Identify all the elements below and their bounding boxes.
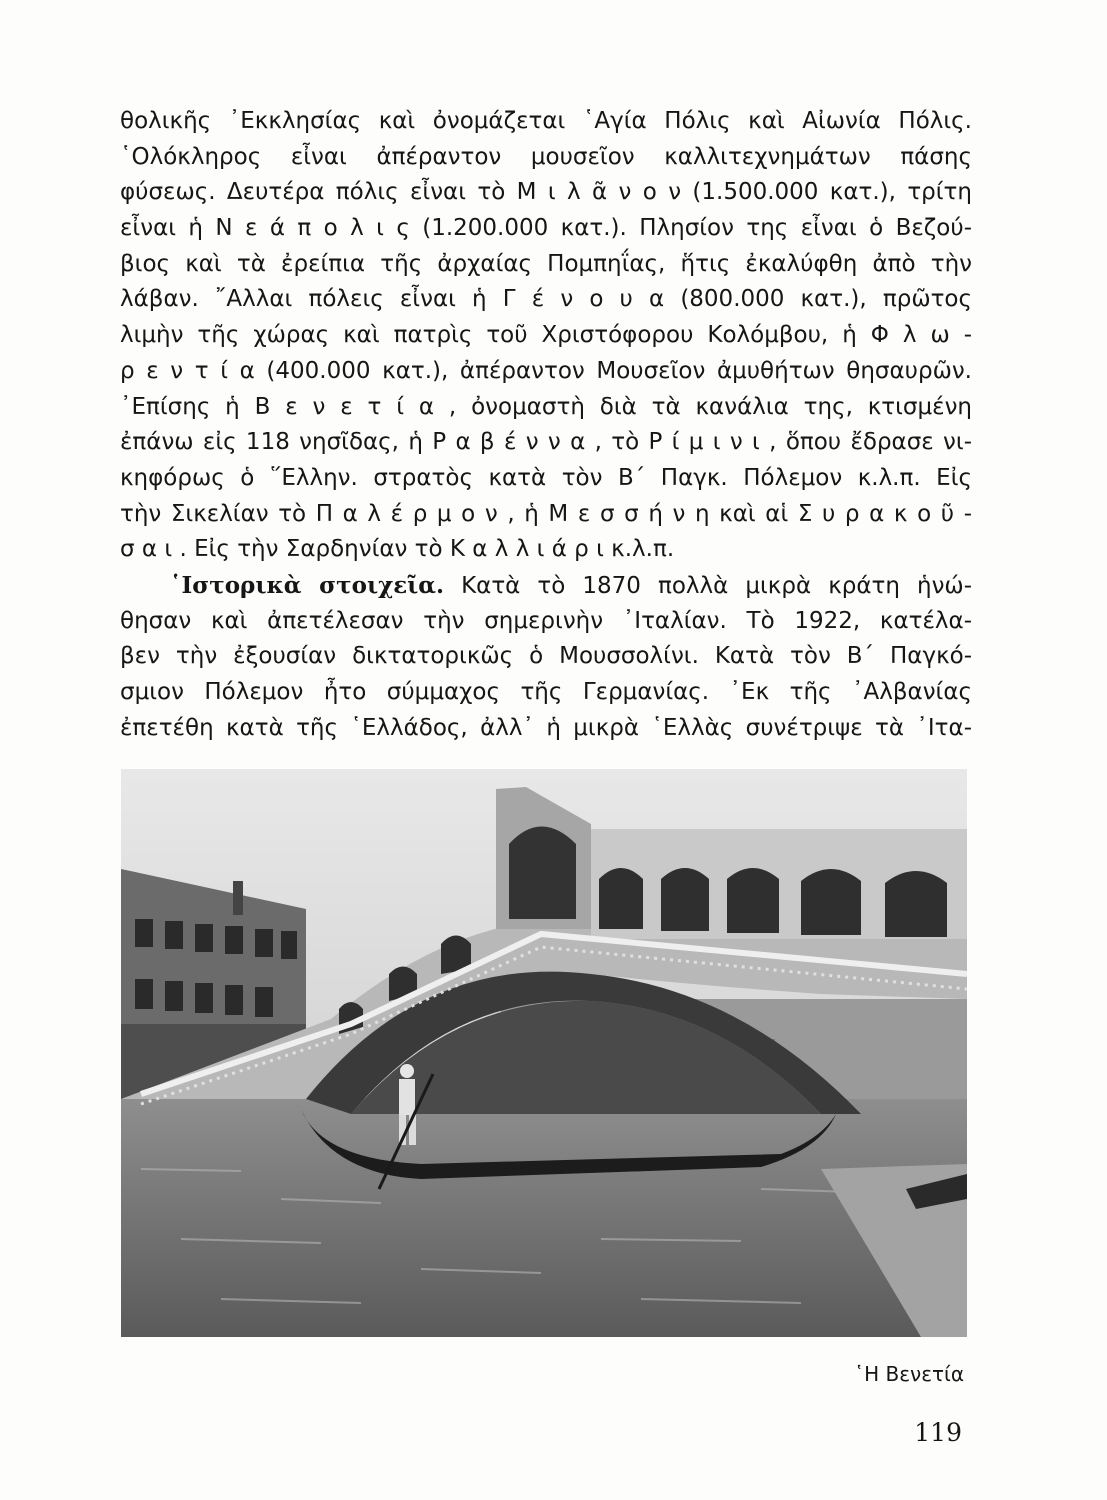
photo-caption: ῾Η Βενετία bbox=[854, 1362, 964, 1386]
body-text bbox=[120, 104, 972, 746]
text-line: βεν τὴν ἐξουσίαν δικτατορικῶς ὁ Μουσσολίνι. Κατὰ τὸν Β΄ Παγκό- bbox=[120, 643, 972, 670]
text-line: κηφόρως ὁ ῞Ελλην. στρατὸς κατὰ τὸν Β΄ Παγκ. Πόλεμον κ.λ.π. Εἰς bbox=[120, 464, 972, 491]
text-line: λιμὴν τῆς χώρας καὶ πατρὶς τοῦ Χριστόφορου Κολόμβου, ἡ Φ λ ω - bbox=[120, 322, 972, 349]
page-number: 119 bbox=[914, 1418, 962, 1447]
text-line: βιος καὶ τὰ ἐρείπια τῆς ἀρχαίας Πομπηΐας, ἥτις ἐκαλύφθη ἀπὸ τὴν bbox=[120, 250, 972, 277]
text-line: ᾿Επίσης ἡ Β ε ν ε τ ί α , ὀνομαστὴ διὰ τὰ κανάλια της, κτισμένη bbox=[120, 393, 972, 420]
text-line: σ α ι . Εἰς τὴν Σαρδηνίαν τὸ Κ α λ λ ι ά ρ ι κ.λ.π. bbox=[120, 536, 675, 563]
text-line: τὴν Σικελίαν τὸ Π α λ έ ρ μ ο ν , ἡ Μ ε σ σ ή ν η καὶ αἱ Σ υ ρ α κ ο ῦ - bbox=[120, 500, 972, 527]
text-line: λάβαν. ῎Αλλαι πόλεις εἶναι ἡ Γ έ ν ο υ α (800.000 κατ.), πρῶτος bbox=[120, 286, 972, 313]
rialto-bridge-photo bbox=[121, 769, 967, 1337]
photo-illustration bbox=[121, 769, 967, 1337]
text-line: ἐπετέθη κατὰ τῆς ῾Ελλάδος, ἀλλ᾿ ἡ μικρὰ ῾Ελλὰς συνέτριψε τὰ ᾿Ιτα- bbox=[120, 714, 972, 741]
text-line: θησαν καὶ ἀπετέλεσαν τὴν σημερινὴν ᾿Ιταλίαν. Τὸ 1922, κατέλα- bbox=[120, 607, 972, 634]
text-line: ρ ε ν τ ί α (400.000 κατ.), ἀπέραντον Μουσεῖον ἀμυθήτων θησαυρῶν. bbox=[120, 357, 972, 384]
history-first-line-text: Κατὰ τὸ 1870 πολλὰ μικρὰ κράτη ἡνώ- bbox=[444, 572, 972, 599]
history-first-line bbox=[120, 568, 972, 604]
text-line: θολικῆς ᾿Εκκλησίας καὶ ὀνομάζεται ῾Αγία Πόλις καὶ Αἰωνία Πόλις. bbox=[120, 108, 972, 134]
text-line: σμιον Πόλεμον ἦτο σύμμαχος τῆς Γερμανίας. ᾿Εκ τῆς ᾿Αλβανίας bbox=[120, 679, 972, 705]
text-line: ἐπάνω εἰς 118 νησῖδας, ἡ Ρ α β έ ν ν α , τὸ Ρ ί μ ι ν ι , ὅπου ἔδρασε νι- bbox=[120, 429, 972, 456]
text-line: εἶναι ἡ Ν ε ά π ο λ ι ς (1.200.000 κατ.). Πλησίον της εἶναι ὁ Βεζού- bbox=[120, 215, 972, 242]
text-line: ῾Ολόκληρος εἶναι ἀπέραντον μουσεῖον καλλιτεχνημάτων πάσης bbox=[120, 143, 972, 170]
text-line: φύσεως. Δευτέρα πόλις εἶναι τὸ Μ ι λ ᾶ ν ο ν (1.500.000 κατ.), τρίτη bbox=[120, 179, 972, 206]
section-heading: ῾Ιστορικὰ στοιχεῖα. bbox=[170, 571, 445, 599]
